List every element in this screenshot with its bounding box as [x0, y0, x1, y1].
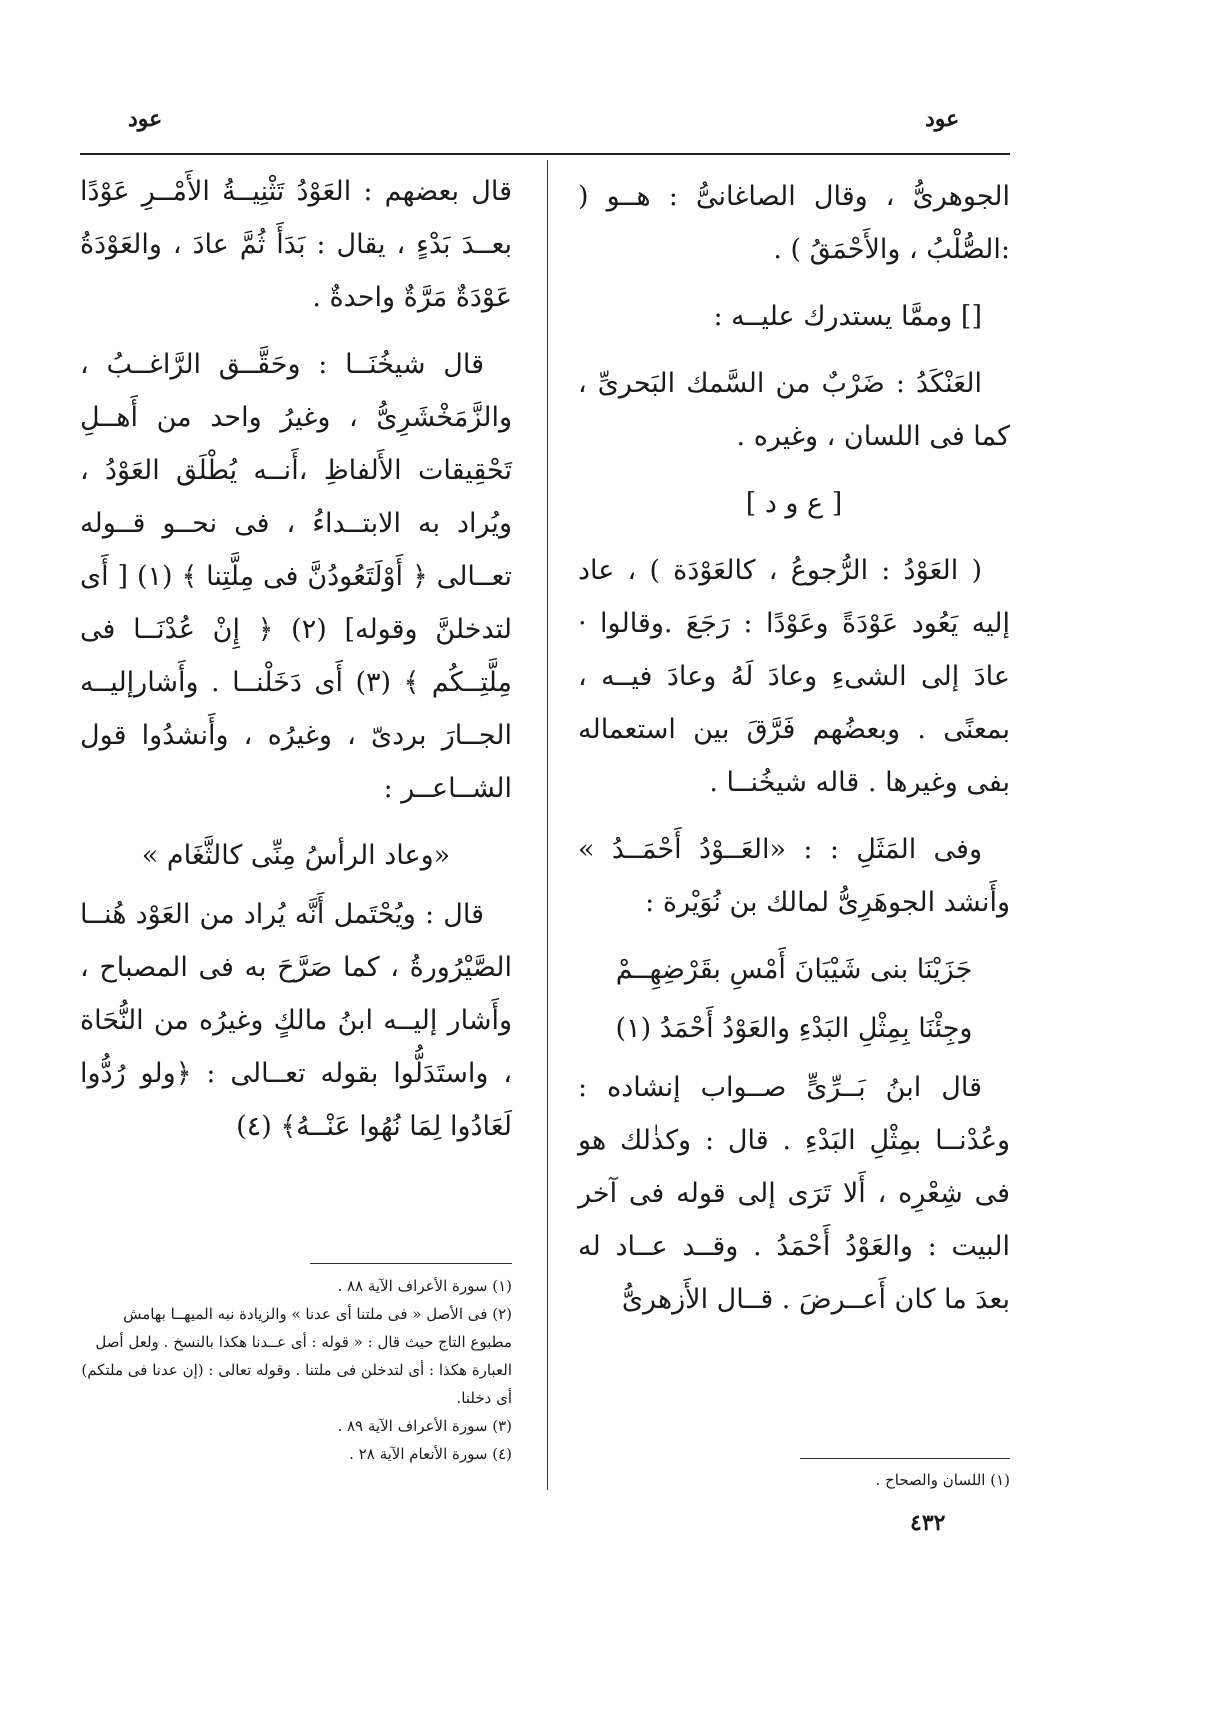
- paragraph: قال شيخُنَــا : وحَقَّــق الرَّاغــبُ ، والزَّمَخْشَرِىُّ ، وغيرُ واحد من أَهــلِ تَحْقِيقات الأَلفاظِ ،أَنــه يُطْلَق العَوْدُ ، ويُراد به الابتــداءُ ، فى نحــو قــوله تعــالى ﴿ أَوْلَتَعُودُنَّ فى مِلَّتِنا ﴾ (١) [ أَى لتدخلنَّ وقوله] (٢) ﴿ إِنْ عُدْنَــا فى مِلَّتِــكُم ﴾ (٣) أَى دَخَلْنــا . وأَشارإليــه الجــارَ بردىّ ، وغيرُه ، وأَنشدُوا قول الشــاعــر :: [80, 349, 513, 804]
- running-head-right: عود: [925, 106, 960, 132]
- footnote: (١) اللسان والصحاح .: [875, 1471, 1010, 1489]
- paragraph: الجوهرىُّ ، وقال الصاغانىُّ : هــو ( :الصُّلْبُ ، والأَحْمَقُ ) .: [578, 181, 1010, 265]
- running-head-left: عود: [128, 106, 163, 132]
- header-rule: [80, 153, 1010, 155]
- footnote: (١) سورة الأعراف الآية ٨٨ .: [337, 1277, 512, 1295]
- paragraph: العَنْكَدُ : ضَرْبٌ من السَّمك البَحرىِّ ، كما فى اللسان ، وغيره .: [578, 368, 1010, 452]
- verse-line: جَزَيْنَا بنى شَيْبَانَ أَمْسِ بقَرْضِهِــمْ: [615, 954, 973, 985]
- paragraph: قال ابنُ بَــرِّىٍّ صــواب إنشاده : وعُدْنــا بمِثْلِ البَدْءِ . قال : وكذٰلك هو فى شِعْرِه ، أَلا تَرَى إلى قوله فى آخر البيت : والعَوْدُ أَحْمَدُ . وقــد عــاد له بعدَ ما كان أَعــرضَ . قــال الأَزهرىُّ: [578, 1072, 1010, 1315]
- page-number: ٤٣٢: [910, 1510, 946, 1536]
- verse-line: «وعاد الرأسُ مِنِّى كالثَّغَام »: [141, 840, 451, 871]
- right-column: [578, 170, 1010, 1340]
- paragraph: وفى المَثَلِ : : «العَــوْدُ أَحْمَــدُ » وأَنشد الجوهَرِىُّ لمالك بن نُوَيْرة :: [578, 834, 1010, 918]
- verse-line: وجِئْنَا بِمِثْلِ البَدْءِ والعَوْدُ أَحْمَدُ (١): [615, 1013, 973, 1044]
- column-divider: [547, 160, 548, 1490]
- paragraph: ( العَوْدُ : الرُّجوعُ ، كالعَوْدَة ) ، عاد إليه يَعُود عَوْدَةً وعَوْدًا : رَجَعَ .وقالوا · عادَ إلى الشىءِ وعادَ لَهُ وعادَ فيــه ، بمعنًى . وبعضُهم فَرَّقَ بين استعماله بفى وغيرها . قاله شيخُنــا .: [578, 555, 1010, 798]
- footnotes-right: [800, 1466, 1010, 1494]
- footnote: (٣) سورة الأعراف الآية ٨٩ .: [337, 1417, 512, 1435]
- footnote-rule-left: [310, 1263, 512, 1264]
- footnote: (٤) سورة الأنعام الآية ٢٨ .: [349, 1445, 512, 1463]
- left-column: [80, 165, 512, 1167]
- paragraph: قال بعضهم : العَوْدُ تَثْنِيــةُ الأَمْــرِ عَوْدًا بعــدَ بَدْءٍ ، يقال : بَدَأَ ثُمَّ عادَ ، والعَوْدَةُ عَوْدَةٌ مَرَّةٌ واحدةٌ .: [80, 176, 512, 313]
- paragraph: [] وممَّا يستدرك عليــه :: [713, 301, 982, 332]
- footnote: (٢) فى الأصل « فى ملتنا أى عدنا » والزيادة نبه الميهــا بهامش مطبوع التاج حيث قال : « قوله : أى عــدنا هكذا بالنسخ . ولعل أصل العبارة هكذا : أى لتدخلن فى ملتنا . وقوله تعالى : (إن عدنا فى ملتكم) أى دخلنا.: [81, 1305, 512, 1407]
- entry-heading: [ ع و د ]: [745, 488, 843, 519]
- paragraph: قال : ويُحْتَمل أَنَّه يُراد من العَوْد هُنــا الصَّيْرُورةُ ، كما صَرَّحَ به فى المصباح ، وأَشار إليــه ابنُ مالكٍ وغيرُه من النُّحَاة ، واستَدَلُّوا بقوله تعــالى : ﴿ولو رُدُّوا لَعَادُوا لِمَا نُهُوا عَنْــهُ﴾ (٤): [80, 899, 512, 1142]
- footnotes-left: [80, 1272, 512, 1468]
- footnote-rule-right: [800, 1458, 1010, 1459]
